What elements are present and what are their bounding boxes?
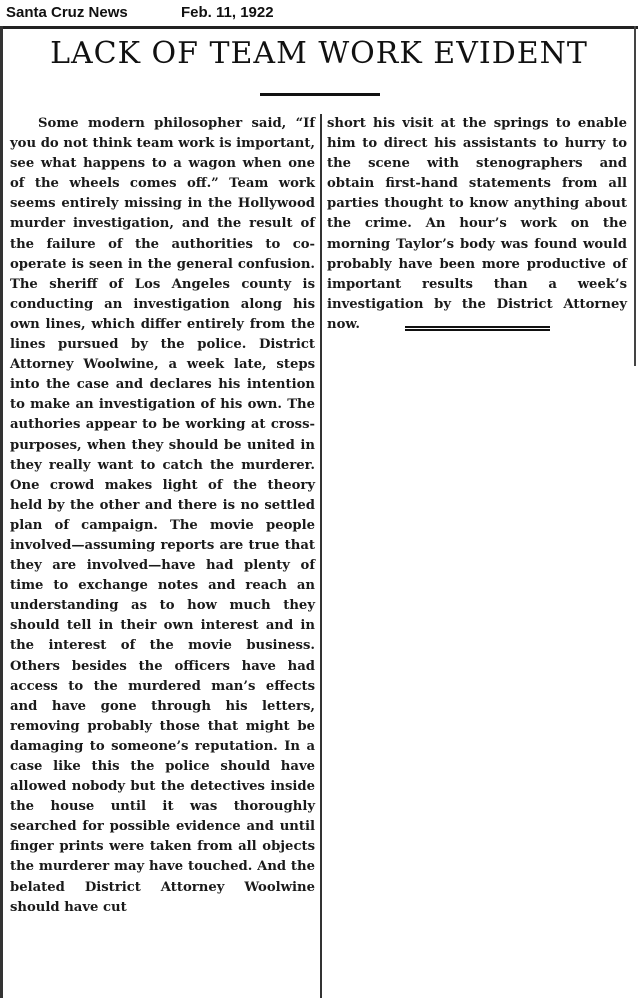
article-paragraph-left: Some modern philosopher said, “If you do not think team work is important, see what happens to a wagon when one of the wheels comes off.” Team work seems entirely missing in the Hollywood murder investigation, and the result of the failure of the authorities to co-operate is seen in the general confusion. The sheriff of Los Angeles county is conducting an investigation along his own lines, which differ entirely from the lines pursued by the police. District Attorney Woolwine, a week late, steps into the case and declares his intention to make an investigation of his own. The authories appear to be working at cross-purposes, when they should be united in they really want to catch the murderer. One crowd makes light of the theory held by the other and there is no settled plan of campaign. The movie people involved—assuming reports are true that they are involved—have had plenty of time to exchange notes and reach an understanding as to how much they should tell in their own interest and in the interest of the movie business. Others besides the officers have had access to the murdered man’s effects and have gone through his letters, removing probably those that might be damaging to someone’s reputation. In a case like this the police should have allowed nobody but the detectives inside the house until it was thoroughly searched for possible evidence and until finger prints were taken from all objects the murderer may have touched. And the belated District Attorney Woolwine should have cut bbox=[10, 116, 315, 915]
article-column-left bbox=[10, 114, 315, 918]
article-paragraph-right: short his visit at the springs to enable him to direct his assistants to hurry to the scene with stenographers and obtain first-hand statements from all parties thought to know anything about the crime. An hour’s work on the morning Taylor’s body was found would probably have been more productive of important results than a week’s investigation by the District Attorney now. bbox=[327, 116, 627, 332]
article-headline: LACK OF TEAM WORK EVIDENT bbox=[50, 36, 588, 71]
column-divider bbox=[320, 114, 322, 998]
article-column-right bbox=[327, 114, 627, 335]
publication-date: Feb. 11, 1922 bbox=[181, 4, 274, 21]
article-end-rule bbox=[405, 326, 550, 331]
newspaper-name: Santa Cruz News bbox=[6, 4, 128, 21]
left-border-rule bbox=[0, 26, 3, 998]
headline-rule bbox=[260, 93, 380, 96]
right-border-rule bbox=[634, 26, 636, 366]
top-border-rule bbox=[0, 26, 638, 29]
